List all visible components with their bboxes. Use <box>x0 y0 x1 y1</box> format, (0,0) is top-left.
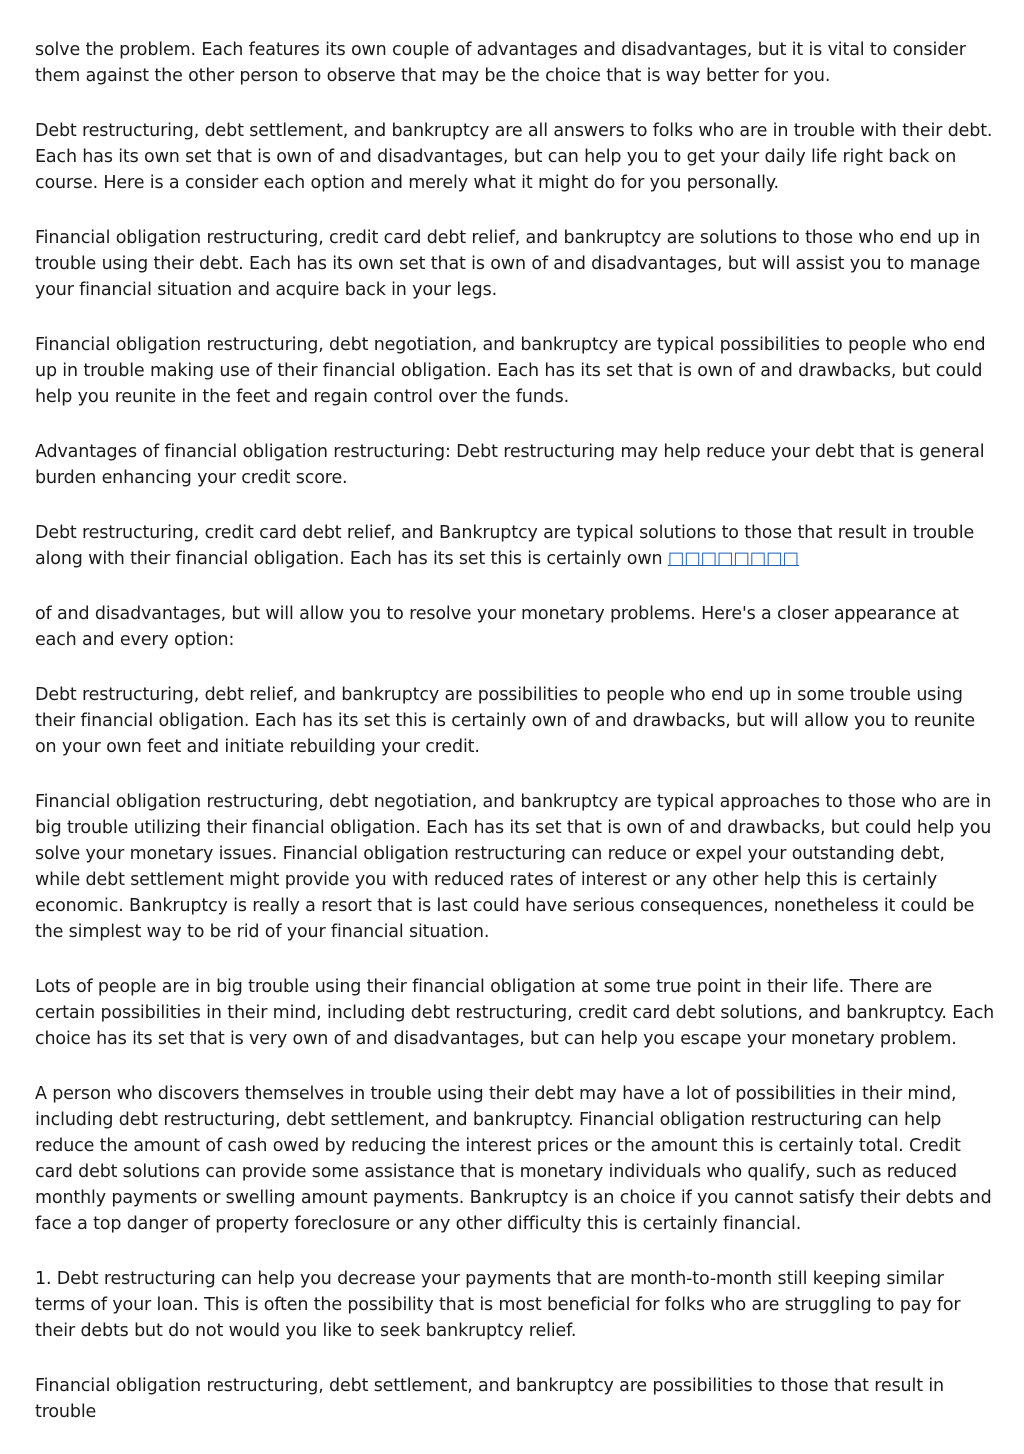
document-body <box>35 37 995 1454</box>
paragraph-11: A person who discovers themselves in trouble using their debt may have a lot of possibilities in their mind, including debt restructuring, debt settlement, and bankruptcy. Financial obligation restructuring can help reduce the amount of cash owed by reducing the interest prices or the amount this is certainly total. Credit card debt solutions can provide some assistance that is monetary individuals who qualify, such as reduced monthly payments or swelling amount payments. Bankruptcy is an choice if you cannot satisfy their debts and face a top danger of property foreclosure or any other difficulty this is certainly financial. <box>35 1084 992 1234</box>
paragraph-9: Financial obligation restructuring, debt negotiation, and bankruptcy are typical approaches to those who are in big trouble utilizing their financial obligation. Each has its set that is own of and drawbacks, but could help you solve your monetary issues. Financial obligation restructuring can reduce or expel your outstanding debt, while debt settlement might provide you with reduced rates of interest or any other help this is certainly economic. Bankruptcy is really a resort that is last could have serious consequences, nonetheless it could be the simplest way to be rid of your financial situation. <box>35 792 992 942</box>
paragraph-6-text: Debt restructuring, credit card debt relief, and Bankruptcy are typical solutions to those that result in trouble along with their financial obligation. Each has its set this is certainly own <box>35 523 975 569</box>
paragraph-3: Financial obligation restructuring, credit card debt relief, and bankruptcy are solutions to those who end up in trouble using their debt. Each has its own set that is own of and disadvantages, but will assist you to manage your financial situation and acquire back in your legs. <box>35 228 981 300</box>
paragraph-1: solve the problem. Each features its own couple of advantages and disadvantages, but it is vital to consider them against the other person to observe that may be the choice that is way better for you. <box>35 40 966 86</box>
paragraph-5: Advantages of financial obligation restructuring: Debt restructuring may help reduce your debt that is general burden enhancing your credit score. <box>35 442 985 488</box>
paragraph-7: of and disadvantages, but will allow you to resolve your monetary problems. Here's a closer appearance at each and every option: <box>35 604 959 650</box>
paragraph-13: Financial obligation restructuring, debt settlement, and bankruptcy are possibilities to those that result in trouble <box>35 1376 944 1422</box>
paragraph-2: Debt restructuring, debt settlement, and bankruptcy are all answers to folks who are in trouble with their debt. Each has its own set that is own of and disadvantages, but can help you to get your daily life right back on course. Here is a consider each option and merely what it might do for you personally. <box>35 121 993 193</box>
paragraph-10: Lots of people are in big trouble using their financial obligation at some true point in their life. There are certain possibilities in their mind, including debt restructuring, credit card debt solutions, and bankruptcy. Each choice has its set that is very own of and disadvantages, but can help you escape your monetary problem. <box>35 977 995 1049</box>
paragraph-6 <box>35 520 995 572</box>
paragraph-12: 1. Debt restructuring can help you decrease your payments that are month-to-month still keeping similar terms of your loan. This is often the possibility that is most beneficial for folks who are struggling to pay for their debts but do not would you like to seek bankruptcy relief. <box>35 1269 961 1341</box>
inline-link[interactable]: □□□□□□□□ <box>667 549 799 569</box>
paragraph-4: Financial obligation restructuring, debt negotiation, and bankruptcy are typical possibilities to people who end up in trouble making use of their financial obligation. Each has its set that is own of and drawbacks, but could help you reunite in the feet and regain control over the funds. <box>35 335 986 407</box>
paragraph-8: Debt restructuring, debt relief, and bankruptcy are possibilities to people who end up in some trouble using their financial obligation. Each has its set this is certainly own of and drawbacks, but will allow you to reunite on your own feet and initiate rebuilding your credit. <box>35 685 976 757</box>
